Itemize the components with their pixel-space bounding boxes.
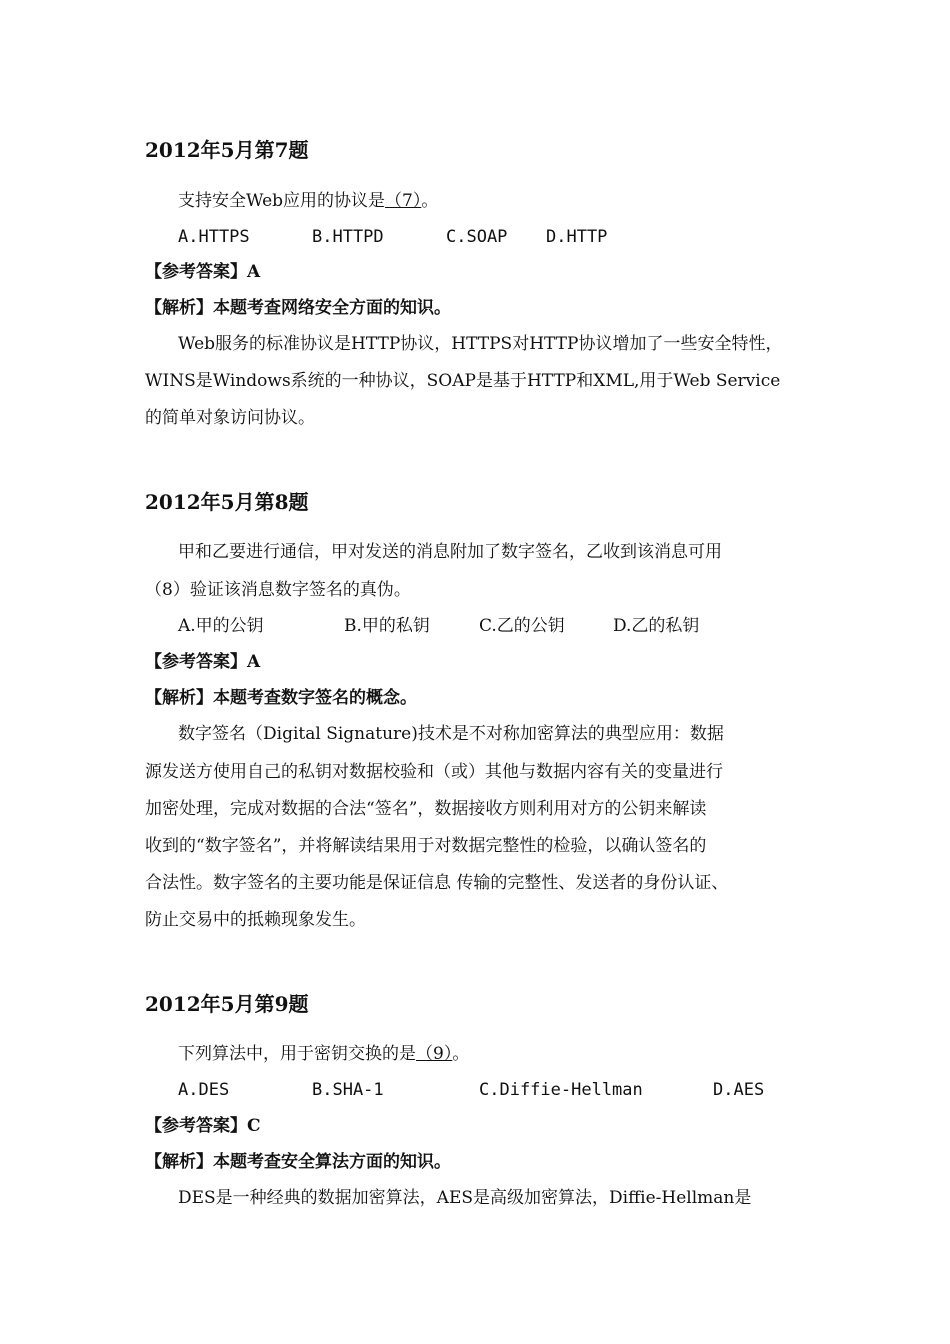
q8-heading: 2012年5月第8题	[145, 490, 309, 514]
q8-analysis-line-6: 防止交易中的抵赖现象发生。	[145, 910, 366, 930]
q7-heading: 2012年5月第7题	[145, 138, 309, 162]
q8-analysis-label: 【解析】	[145, 688, 213, 708]
q7-answer-label: 【参考答案】	[145, 262, 247, 282]
q8-analysis-line-4: 收到的“数字签名”，并将解读结果用于对数据完整性的检验，以确认签名的	[145, 836, 707, 856]
q8-answer-value: A	[247, 652, 261, 672]
q8-option-a: A.甲的公钥	[178, 616, 264, 636]
q8-option-c: C.乙的公钥	[479, 616, 565, 636]
q8-question-line-2: （8）验证该消息数字签名的真伪。	[145, 580, 411, 600]
q8-question-line-1: 甲和乙要进行通信，甲对发送的消息附加了数字签名，乙收到该消息可用	[178, 542, 722, 562]
q8-answer-label: 【参考答案】	[145, 652, 247, 672]
q8-answer	[145, 650, 260, 674]
q7-question-text: 支持安全Web应用的协议是	[178, 191, 386, 211]
q9-analysis-line-1: DES是一种经典的数据加密算法，AES是高级加密算法，Diffie-Hellman是	[178, 1188, 752, 1208]
q9-heading: 2012年5月第9题	[145, 992, 309, 1016]
q9-answer	[145, 1114, 261, 1138]
q7-question-end: 。	[421, 191, 439, 211]
q7-analysis-title: 本题考查网络安全方面的知识。	[213, 298, 451, 318]
q9-question-end: 。	[452, 1044, 470, 1064]
q7-analysis-heading	[145, 296, 451, 320]
q9-question-text: 下列算法中，用于密钥交换的是	[178, 1044, 416, 1064]
q9-question-blank: （9）	[416, 1044, 453, 1064]
q9-answer-value: C	[247, 1116, 261, 1136]
q8-analysis-line-5: 合法性。数字签名的主要功能是保证信息 传输的完整性、发送者的身份认证、	[145, 873, 729, 893]
q9-option-b: B.SHA-1	[312, 1080, 384, 1100]
q9-analysis-heading	[145, 1150, 451, 1174]
q9-option-c: C.Diffie-Hellman	[479, 1080, 643, 1100]
q7-option-a: A.HTTPS	[178, 227, 250, 247]
q9-option-d: D.AES	[713, 1080, 765, 1100]
q7-analysis-label: 【解析】	[145, 298, 213, 318]
q7-option-d: D.HTTP	[546, 227, 608, 247]
q7-question-blank: （7）	[385, 191, 422, 211]
q7-answer-value: A	[247, 262, 261, 282]
q7-analysis-line-1: Web服务的标准协议是HTTP协议，HTTPS对HTTP协议增加了一些安全特性，	[178, 334, 783, 354]
q8-option-d: D.乙的私钥	[613, 616, 700, 636]
q9-option-a: A.DES	[178, 1080, 230, 1100]
q7-analysis-line-3: 的简单对象访问协议。	[145, 408, 315, 428]
q7-option-c: C.SOAP	[446, 227, 508, 247]
q9-analysis-title: 本题考查安全算法方面的知识。	[213, 1152, 451, 1172]
q8-analysis-line-1: 数字签名（Digital Signature)技术是不对称加密算法的典型应用：数据	[178, 724, 724, 744]
q7-question	[178, 189, 438, 213]
q7-option-b: B.HTTPD	[312, 227, 384, 247]
q9-question	[178, 1042, 469, 1066]
q9-analysis-label: 【解析】	[145, 1152, 213, 1172]
q8-option-b: B.甲的私钥	[344, 616, 430, 636]
q8-analysis-heading	[145, 686, 417, 710]
q9-answer-label: 【参考答案】	[145, 1116, 247, 1136]
q8-analysis-line-2: 源发送方使用自己的私钥对数据校验和（或）其他与数据内容有关的变量进行	[145, 762, 723, 782]
q7-answer	[145, 260, 260, 284]
q8-analysis-line-3: 加密处理，完成对数据的合法“签名”，数据接收方则利用对方的公钥来解读	[145, 799, 707, 819]
q7-analysis-line-2: WINS是Windows系统的一种协议，SOAP是基于HTTP和XML,用于Web Service	[145, 371, 781, 391]
q8-analysis-title: 本题考查数字签名的概念。	[213, 688, 417, 708]
